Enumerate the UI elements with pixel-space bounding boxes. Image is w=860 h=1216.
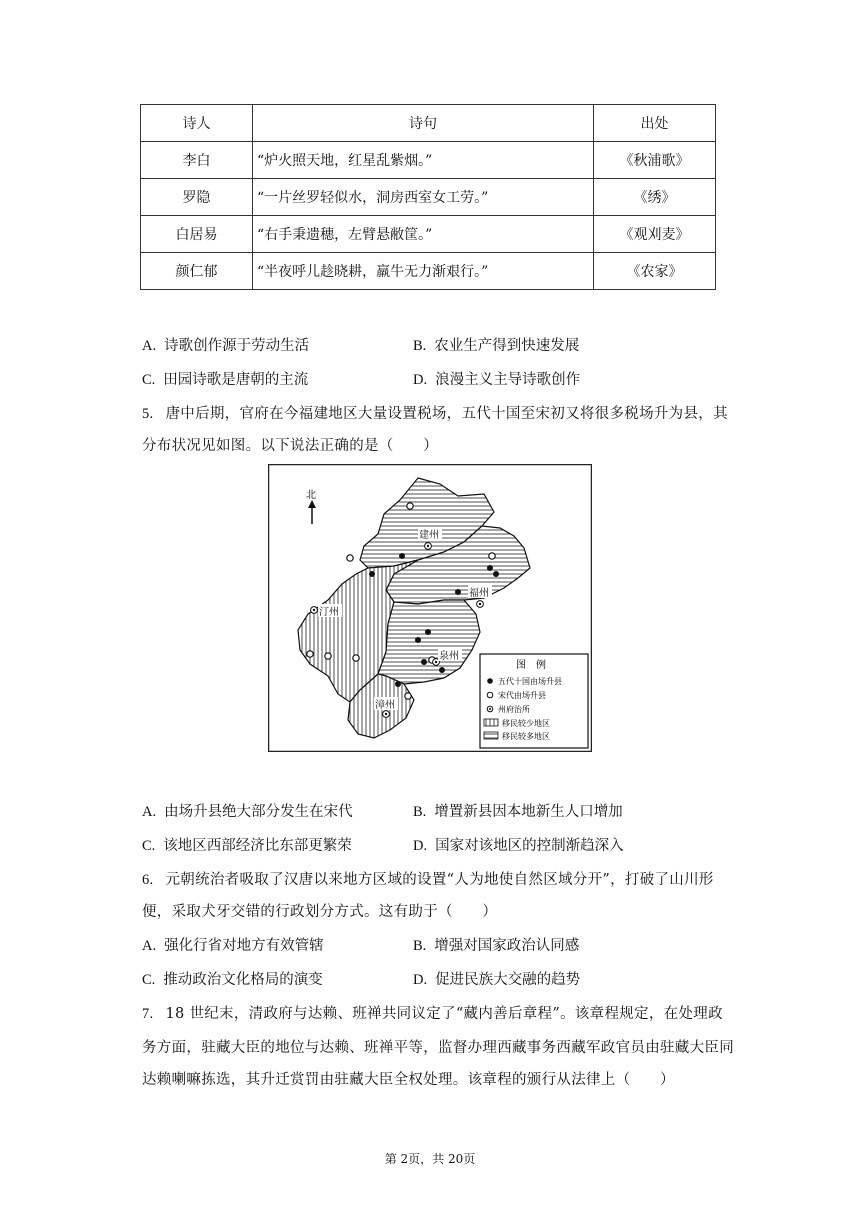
q6-option-a[interactable]: A. 强化行省对地方有效管辖 — [142, 938, 324, 954]
option-text: 国家对该地区的控制渐趋深入 — [435, 838, 624, 854]
legend-item-five-dynasties: 五代十国由场升县 — [498, 677, 562, 686]
option-text: 促进民族大交融的趋势 — [435, 972, 581, 988]
table-row — [141, 179, 716, 216]
q6-option-b[interactable]: B. 增强对国家政治认同感 — [413, 938, 580, 954]
q5-option-b[interactable]: B. 增置新县因本地新生人口增加 — [413, 804, 623, 820]
verse-cell: “右手秉遗穗，左臂悬敝筐。” — [253, 216, 594, 253]
table-row — [141, 216, 716, 253]
q4-option-b[interactable]: B. 农业生产得到快速发展 — [413, 338, 580, 354]
option-text: 该地区西部经济比东部更繁荣 — [163, 838, 352, 854]
option-text: 增强对国家政治认同感 — [434, 938, 580, 954]
legend-title: 图 例 — [516, 660, 546, 671]
q6-stem-line1 — [142, 868, 714, 889]
q7-stem-line3: 达赖喇嘛拣选，其升迁赏罚由驻藏大臣全权处理。该章程的颁行从法律上（ ） — [142, 1072, 675, 1088]
poet-cell: 颜仁郁 — [141, 253, 253, 290]
table-row — [141, 253, 716, 290]
q5-option-a[interactable]: A. 由场升县绝大部分发生在宋代 — [142, 804, 353, 820]
option-text: 农业生产得到快速发展 — [434, 338, 580, 354]
city-label-fuzhou: 福州 — [469, 588, 489, 599]
option-text: 由场升县绝大部分发生在宋代 — [164, 804, 353, 820]
option-text: 强化行省对地方有效管辖 — [164, 938, 324, 954]
q6-option-d[interactable]: D. 促进民族大交融的趋势 — [413, 972, 581, 988]
option-text: 推动政治文化格局的演变 — [163, 972, 323, 988]
q5-option-c[interactable]: C. 该地区西部经济比东部更繁荣 — [142, 838, 352, 854]
option-text: 浪漫主义主导诗歌创作 — [435, 372, 581, 388]
option-text: 诗歌创作源于劳动生活 — [164, 338, 310, 354]
q5-option-d[interactable]: D. 国家对该地区的控制渐趋深入 — [413, 838, 624, 854]
q6-stem-line2: 便，采取犬牙交错的行政划分方式。这有助于（ ） — [142, 904, 498, 920]
legend-item-many-migrants: 移民较多地区 — [502, 732, 550, 741]
question-text: 元朝统治者吸取了汉唐以来地方区域的设置“人为地使自然区域分开”，打破了山川形 — [165, 872, 714, 888]
q4-option-c[interactable]: C. 田园诗歌是唐朝的主流 — [142, 372, 309, 388]
legend-item-song: 宋代由场升县 — [498, 691, 546, 700]
q6-option-c[interactable]: C. 推动政治文化格局的演变 — [142, 972, 323, 988]
q4-option-a[interactable]: A. 诗歌创作源于劳动生活 — [142, 338, 310, 354]
header-source: 出处 — [594, 105, 716, 142]
q5-stem-line2: 分布状况见如图。以下说法正确的是（ ） — [142, 438, 438, 454]
option-text: 增置新县因本地新生人口增加 — [434, 804, 623, 820]
poem-table — [140, 104, 716, 290]
source-cell: 《秋浦歌》 — [594, 142, 716, 179]
header-poet: 诗人 — [141, 105, 253, 142]
city-label-jianzhou: 建州 — [419, 530, 439, 541]
table-row — [141, 142, 716, 179]
q5-stem-line1 — [142, 402, 728, 423]
header-verse: 诗句 — [253, 105, 594, 142]
city-label-zhangzhou: 漳州 — [375, 700, 395, 711]
verse-cell: “半夜呼儿趁晓耕，羸牛无力渐艰行。” — [253, 253, 594, 290]
legend-item-prefecture: 州府治所 — [498, 705, 530, 714]
source-cell: 《绣》 — [594, 179, 716, 216]
question-number: 5. — [142, 406, 154, 422]
fujian-map — [268, 464, 592, 752]
page-footer: 第 2页，共 20页 — [384, 1152, 476, 1166]
north-label: 北 — [306, 490, 316, 501]
question-number: 7. — [142, 1006, 154, 1022]
poet-cell: 李白 — [141, 142, 253, 179]
question-text: 18 世纪末，清政府与达赖、班禅共同议定了“藏内善后章程”。该章程规定，在处理政 — [165, 1006, 723, 1022]
table-header-row — [141, 105, 716, 142]
q7-stem-line2: 务方面，驻藏大臣的地位与达赖、班禅平等，监督办理西藏事务西藏军政官员由驻藏大臣同 — [142, 1040, 734, 1056]
city-label-quanzhou: 泉州 — [439, 651, 459, 662]
poet-cell: 白居易 — [141, 216, 253, 253]
legend-item-few-migrants: 移民较少地区 — [502, 719, 550, 728]
map-legend — [480, 654, 588, 748]
q4-option-d[interactable]: D. 浪漫主义主导诗歌创作 — [413, 372, 581, 388]
poet-cell: 罗隐 — [141, 179, 253, 216]
source-cell: 《观刈麦》 — [594, 216, 716, 253]
verse-cell: “一片丝罗轻似水，洞房西室女工劳。” — [253, 179, 594, 216]
question-text: 唐中后期，官府在今福建地区大量设置税场，五代十国至宋初又将很多税场升为县，其 — [165, 406, 728, 422]
source-cell: 《农家》 — [594, 253, 716, 290]
question-number: 6. — [142, 872, 154, 888]
q7-stem-line1 — [142, 1002, 723, 1023]
verse-cell: “炉火照天地，红星乱紫烟。” — [253, 142, 594, 179]
option-text: 田园诗歌是唐朝的主流 — [163, 372, 309, 388]
city-label-tingzhou: 汀州 — [319, 607, 339, 618]
